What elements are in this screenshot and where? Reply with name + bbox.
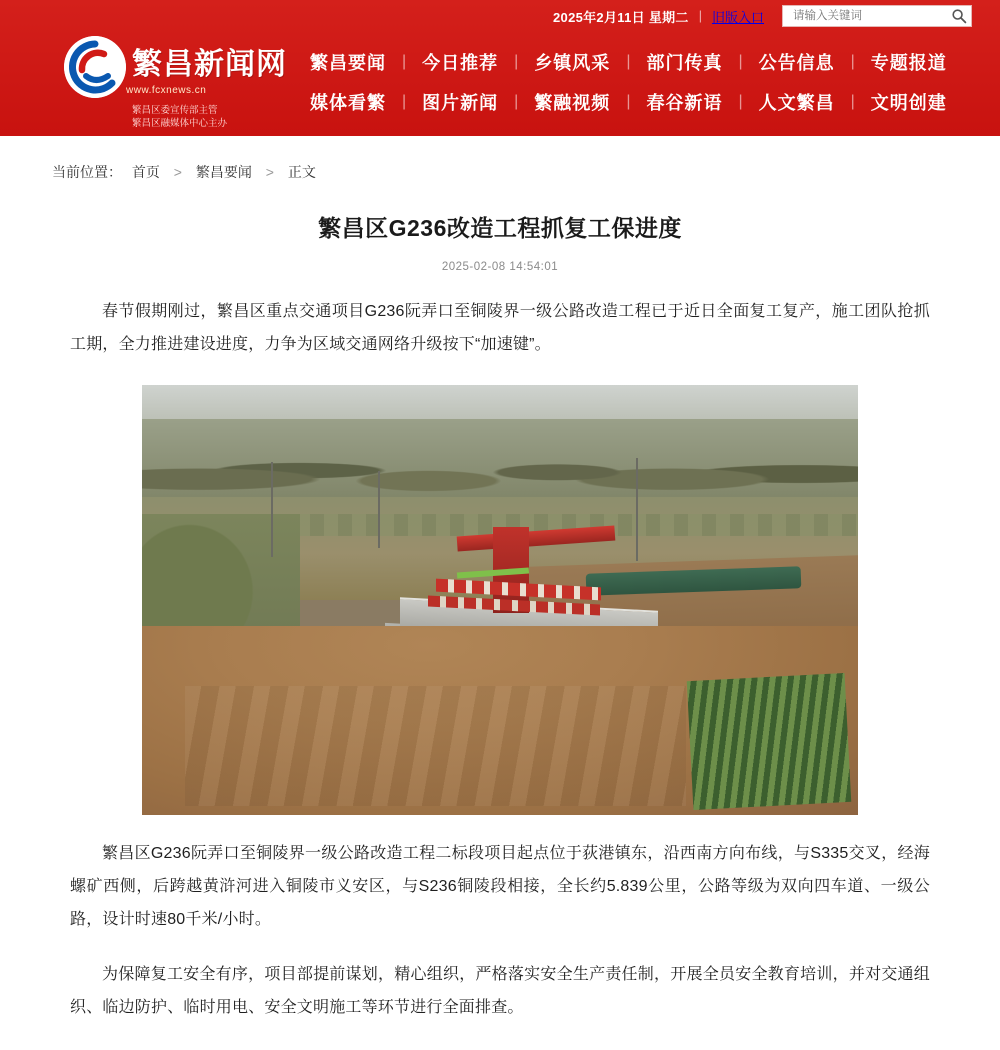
photo-treeline	[142, 419, 858, 505]
page-bottom-spacer	[0, 1024, 1000, 1050]
nav-item-media-view[interactable]: 媒体看繁	[310, 93, 386, 113]
old-version-link[interactable]: 旧版入口	[711, 9, 764, 25]
photo-track-marks	[185, 686, 686, 806]
nav-row-1	[294, 42, 963, 82]
photo-utility-pole	[271, 462, 273, 557]
breadcrumb-item-category[interactable]: 繁昌要闻	[195, 164, 252, 180]
nav-item-chungu-comment[interactable]: 春谷新语	[646, 93, 723, 113]
nav-item-photo-news[interactable]: 图片新闻	[422, 93, 499, 113]
site-logo[interactable]	[64, 32, 287, 130]
logo-title: 繁昌新闻网	[132, 46, 287, 82]
header-main	[0, 32, 1000, 130]
nav-divider: |	[402, 93, 407, 110]
nav-item-announcements[interactable]: 公告信息	[758, 53, 835, 73]
logo-sub-line-2: 繁昌区融媒体中心主办	[132, 118, 228, 129]
breadcrumb-item-current: 正文	[287, 164, 316, 180]
nav-item-humanities[interactable]: 人文繁昌	[758, 93, 835, 113]
photo-utility-pole	[378, 471, 380, 548]
breadcrumb	[0, 136, 1000, 182]
nav-item-fanchang-news[interactable]: 繁昌要闻	[310, 53, 386, 73]
current-date: 2025年2月11日 星期二	[553, 9, 689, 25]
nav-divider: |	[514, 93, 519, 110]
search-box[interactable]	[782, 5, 972, 27]
breadcrumb-arrow: >	[173, 164, 182, 180]
nav-item-department-fax[interactable]: 部门传真	[646, 53, 723, 73]
article-paragraph-1: 春节假期刚过，繁昌区重点交通项目G236阮弄口至铜陵界一级公路改造工程已于近日全面复工复产，施工团队抢抓工期，全力推进建设进度，力争为区域交通网络升级按下“加速键”。	[70, 303, 930, 353]
nav-divider: |	[626, 53, 631, 70]
article-body	[0, 210, 1000, 1024]
photo-utility-pole	[636, 458, 638, 561]
nav-item-town-style[interactable]: 乡镇风采	[534, 53, 611, 73]
topbar-divider: |	[698, 9, 702, 23]
nav-item-fanrong-video[interactable]: 繁融视频	[534, 93, 611, 113]
article-photo	[142, 385, 858, 815]
article-paragraph-3: 为保障复工安全有序，项目部提前谋划，精心组织，严格落实安全生产责任制，开展全员安全教育培训，并对交通组织、临边防护、临时用电、安全文明施工等环节进行全面排查。	[70, 966, 930, 1016]
breadcrumb-item-home[interactable]: 首页	[131, 164, 160, 180]
nav-divider: |	[850, 53, 855, 70]
publish-datetime: 2025-02-08 14:54:01	[441, 261, 559, 273]
breadcrumb-label: 当前位置：	[52, 164, 122, 180]
breadcrumb-arrow: >	[265, 164, 274, 180]
nav-row-2	[294, 82, 963, 122]
nav-divider: |	[402, 53, 407, 70]
main-nav	[294, 32, 963, 122]
top-bar	[0, 0, 1000, 32]
nav-divider: |	[850, 93, 855, 110]
nav-divider: |	[514, 53, 519, 70]
logo-sub-line-1: 繁昌区委宣传部主管	[132, 105, 218, 116]
logo-url: www.fcxnews.cn	[126, 84, 207, 96]
search-input[interactable]	[791, 9, 951, 23]
logo-mark-icon	[64, 36, 126, 98]
search-icon[interactable]	[951, 8, 967, 24]
photo-crop-field	[686, 673, 850, 810]
page-title: 繁昌区G236改造工程抓复工保进度	[318, 215, 682, 241]
nav-divider: |	[738, 93, 743, 110]
nav-item-today-recommend[interactable]: 今日推荐	[422, 53, 499, 73]
nav-item-special-reports[interactable]: 专题报道	[870, 53, 947, 73]
nav-divider: |	[738, 53, 743, 70]
site-header	[0, 0, 1000, 136]
nav-divider: |	[626, 93, 631, 110]
nav-item-civilization[interactable]: 文明创建	[870, 93, 947, 113]
article-paragraph-2: 繁昌区G236阮弄口至铜陵界一级公路改造工程二标段项目起点位于荻港镇东，沿西南方向布线，与S335交叉，经海螺矿西侧，后跨越黄浒河进入铜陵市义安区，与S236铜陵段相接，全长约5.839公里，公路等级为双向四车道、一级公路，设计时速80千米/小时。	[70, 845, 930, 928]
